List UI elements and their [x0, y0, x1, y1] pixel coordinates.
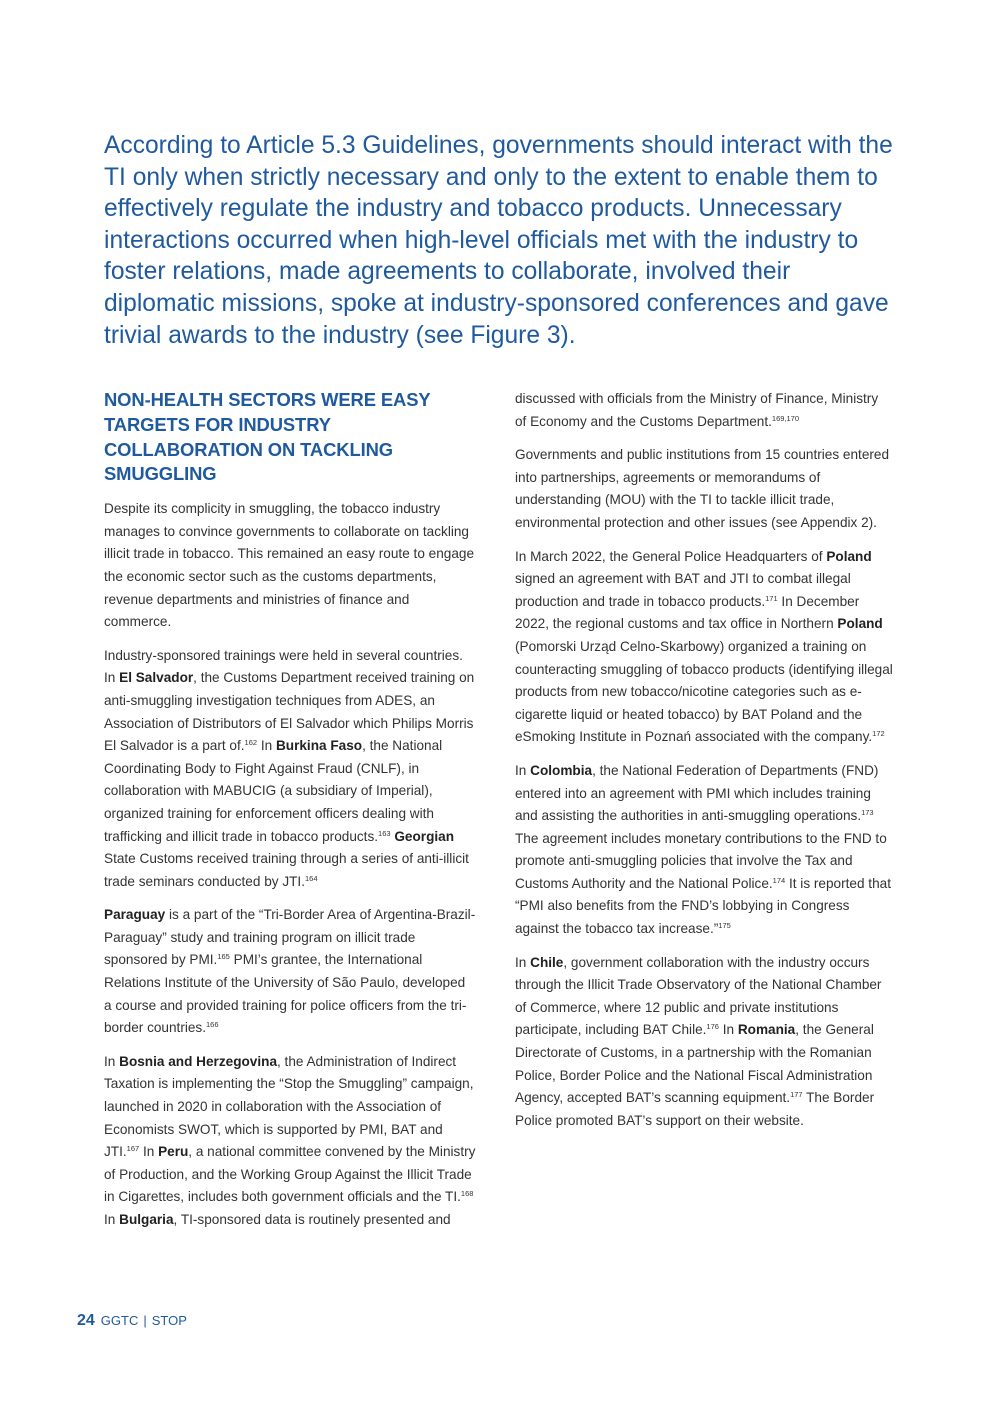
country-name: El Salvador — [119, 670, 194, 686]
footnote-ref: 173 — [861, 808, 874, 818]
page-number: 24 — [77, 1312, 95, 1329]
footnote-ref: 164 — [304, 873, 318, 883]
footnote-ref: 163 — [378, 828, 391, 838]
footnote-ref: 162 — [244, 738, 258, 748]
footnote-ref: 166 — [206, 1020, 219, 1030]
lead-statement: According to Article 5.3 Guidelines, governments should interact with the TI only when strictly necessary and only to the extent to enable them to effectively regulate the industry and tobacco products. Unnecessary interactions occurred when high-level officials met with the industry to foster relations, made agreements to collaborate, involved their diplomatic missions, spoke at industry-sponsored conferences and gave trivial awards to the industry (see Figure 3). — [104, 132, 893, 349]
paragraph: In Bosnia and Herzegovina, the Administration of Indirect Taxation is implementing the “Stop the Smuggling” campaign, launched in 2020 in collaboration with the Association of Economists SWOT, which is supported by PMI, BAT and JTI.$^{167}$ In Peru, a national committee convened by the Ministry of Production, and the Working Group Against the Illicit Trade in Cigarettes, includes both government officials and the TI.$^{168}$ In Bulgaria, TI-sponsored data is routinely presented and — [104, 1053, 476, 1227]
footnote-ref: 172 — [872, 729, 885, 739]
country-name: Paraguay — [104, 907, 166, 923]
country-name: Burkina Faso — [275, 738, 363, 754]
country-name: Poland — [826, 548, 872, 564]
paragraph: In March 2022, the General Police Headquarters of Poland signed an agreement with BAT and JTI to combat illegal production and trade in tobacco products.$^{171}$ In December 2022, the regional customs and tax office in Northern Poland (Pomorski Urząd Celno-Skarbowy) organized a training on counteracting smuggling of tobacco products (identifying illegal products from new tobacco/nicotine categories such as e-cigarette liquid or heated tobacco) by BAT Poland and the eSmoking Institute in Poznań associated with the company.$^{172}$ — [515, 548, 893, 745]
paragraph: Paraguay is a part of the “Tri-Border Area of Argentina-Brazil-Paraguay” study and training program on illicit trade sponsored by PMI.$^{165}$ PMI’s grantee, the International Relations Institute of the University of São Paulo, developed a course and provided training for police officers from the tri-border countries.$^{166}$ — [104, 907, 476, 1036]
section-heading: NON-HEALTH SECTORS WERE EASY TARGETS FOR INDUSTRY COLLABORATION ON TACKLING SMUGGLING — [104, 389, 431, 485]
footnote-ref: 171 — [765, 593, 778, 603]
footer-report: STOP — [151, 1313, 187, 1328]
country-name: Georgian — [394, 828, 455, 844]
footnote-ref: 167 — [126, 1144, 140, 1154]
left-column — [104, 388, 476, 1243]
paragraph: In Colombia, the National Federation of Departments (FND) entered into an agreement with PMI which includes training and assisting the authorities in anti-smuggling operations.$^{173}$ The agreement includes monetary contributions to the FND to promote anti-smuggling policies that involve the Tax and Customs Authority and the National Police.$^{174}$ It is reported that “PMI also benefits from the FND’s lobbying in Congress against the tobacco tax increase.”$^{175}$ — [515, 762, 891, 937]
footer-org: GGTC — [100, 1313, 139, 1328]
paragraph: Industry-sponsored trainings were held in several countries. In El Salvador, the Customs Department received training on anti-smuggling investigation techniques from ADES, an Association of Distributors of El Salvador which Philips Morris El Salvador is a part of.$^{162}$ In Burkina Faso, the National Coordinating Body to Fight Against Fraud (CNLF), in collaboration with MABUCIG (a subsidiary of Imperial), organized training for enforcement officers dealing with trafficking and illicit trade in tobacco products.$^{163}$ Georgian State Customs received training through a series of anti-illicit trade seminars conducted by JTI.$^{164}$ — [104, 647, 475, 889]
footnote-ref: 168 — [460, 1189, 474, 1199]
country-name: Bosnia and Herzegovina — [119, 1053, 277, 1069]
paragraph: discussed with officials from the Ministry of Finance, Ministry of Economy and the Customs Department.$^{169,170}$ — [515, 391, 879, 429]
paragraph: Despite its complicity in smuggling, the tobacco industry manages to convince governments to collaborate on tackling illicit trade in tobacco. This remained an easy route to engage the economic sector such as the customs departments, revenue departments and ministries of finance and commerce. — [104, 501, 475, 630]
footnote-ref: 176 — [706, 1022, 719, 1032]
country-name: Chile — [530, 954, 564, 970]
footnote-ref: 165 — [217, 952, 230, 962]
footnote-ref: 169,170 — [771, 413, 800, 423]
country-name: Bulgaria — [119, 1212, 174, 1227]
paragraph: In Chile, government collaboration with the industry occurs through the Illicit Trade Observatory of the National Chamber of Commerce, where 12 public and private institutions participate, including BAT Chile.$^{176}$ In Romania, the General Directorate of Customs, in a partnership with the Romanian Police, Border Police and the National Fiscal Administration Agency, accepted BAT’s scanning equipment.$^{177}$ The Border Police promoted BAT’s support on their website. — [515, 954, 882, 1128]
footer-separator: | — [143, 1313, 147, 1328]
right-column — [515, 388, 893, 1143]
footnote-ref: 177 — [790, 1090, 803, 1100]
footnote-ref: 174 — [772, 875, 786, 885]
country-name: Peru — [158, 1144, 189, 1160]
country-name: Romania — [737, 1022, 796, 1038]
page-footer — [77, 1311, 187, 1331]
country-name: Poland — [837, 616, 883, 632]
paragraph: Governments and public institutions from 15 countries entered into partnerships, agreements or memorandums of understanding (MOU) with the TI to tackle illicit trade, environmental protection and other issues (see Appendix 2). — [515, 447, 890, 530]
country-name: Colombia — [530, 762, 593, 778]
footnote-ref: 175 — [718, 921, 731, 931]
